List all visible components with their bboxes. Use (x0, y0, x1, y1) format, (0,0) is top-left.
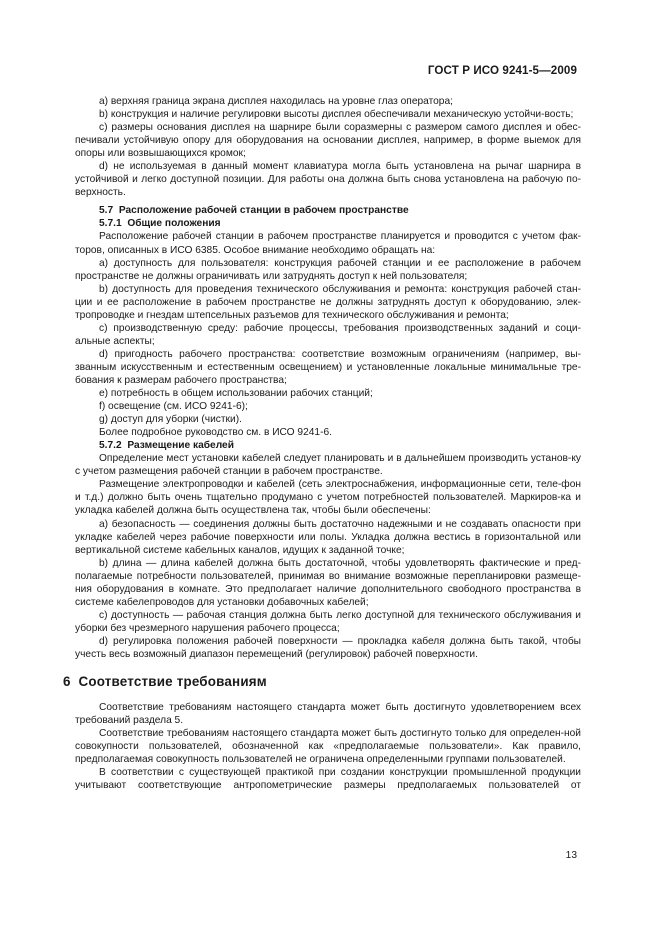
list-item: f) освещение (см. ИСО 9241-6); (99, 401, 248, 413)
paragraph: Более подробное руководство см. в ИСО 9241-6. (99, 427, 332, 439)
list-item: a) безопасность — соединения должны быть достаточно надежными и не создавать опасности при укладке кабелей через рабочие поверхности или полы. Укладка должна вестись в горизонтальной или вертикальной системе кабельных каналов, идущих к заданной точке; (75, 518, 581, 556)
page-body (63, 95, 581, 792)
list-item: b) длина — длина кабелей должна быть достаточной, чтобы удовлетворять фактические и пред-полагаемые потребности пользователей, принимая во внимание возможные перепланировки размеще-ния оборудования в комнате. Это предполагает наличие дополнительного свободного пространства в системе кабелепроводов для установки добавочных кабелей; (75, 557, 581, 608)
section-5-7-1-heading: 5.7.1 Общие положения (99, 218, 221, 230)
list-item: d) регулировка положения рабочей поверхности — прокладка кабеля должна быть такой, чтобы учесть весь возможный диапазон перемещений (регулировок) рабочей поверхности. (75, 635, 581, 660)
list-item: c) доступность — рабочая станция должна быть легко доступной для технического обслуживания и уборки без чрезмерного нарушения рабочего процесса; (75, 609, 581, 634)
paragraph: Соответствие требованиям настоящего стандарта может быть достигнуто только для определен-ной совокупности пользователей, обозначенной как «предполагаемые пользователи». Как правило, предполагаемая совокупность пользователей не ограничена определенными группами пользователей. (75, 728, 581, 766)
list-5-7-2 (75, 518, 581, 662)
list-item: c) производственную среду: рабочие процессы, требования производственных заданий и соци-альные аспекты; (75, 322, 581, 347)
section-5-7-2-heading: 5.7.2 Размещение кабелей (99, 440, 234, 452)
paragraph: Расположение рабочей станции в рабочем пространстве планируется и проводится с учетом фак-торов, описанных в ИСО 6385. Особое внимание необходимо обращать на: (75, 231, 581, 256)
list-top (75, 95, 581, 199)
paragraph: Определение мест установки кабелей следует планировать и в дальнейшем производить установ-ку с учетом размещения рабочей станции в рабочем пространстве. (75, 453, 581, 478)
list-item: c) размеры основания дисплея на шарнире были соразмерны с размером самого дисплея и обес-печивали устойчивую опору для оборудования на основании дисплея, например, в форме выемок для опоры или возвышающихся кромок; (75, 122, 581, 160)
list-item: b) конструкция и наличие регулировки высоты дисплея обеспечивали механическую устойчи-вость; (99, 109, 574, 121)
list-5-7-1 (75, 257, 581, 427)
page-number: 13 (565, 850, 577, 861)
list-item: a) доступность для пользователя: конструкция рабочей станции и ее расположение в рабочем пространстве не должны ограничивать или затруднять доступ к ней пользователя; (75, 257, 581, 282)
paragraph: В соответствии с существующей практикой при создании конструкции промышленной продукции учитывают соответствующие антропометрические размеры предполагаемых пользователей от (75, 767, 581, 792)
paragraph: Размещение электропроводки и кабелей (сеть электроснабжения, информационные сети, теле-фон и т.д.) должно быть очень тщательно продумано с учетом потребностей пользователей. Маркиров-ка и укладка кабелей должна быть осуществлена так, чтобы были обеспечены: (75, 479, 581, 517)
section-5-7-heading: 5.7 Расположение рабочей станции в рабочем пространстве (99, 205, 409, 217)
paragraph: Соответствие требованиям настоящего стандарта может быть достигнуто удовлетворением всех требований раздела 5. (75, 702, 581, 727)
standard-header: ГОСТ Р ИСО 9241-5—2009 (427, 64, 577, 77)
list-item: d) не используемая в данный момент клавиатура могла быть установлена на рычаг шарнира в устойчивой и легко доступной позиции. Для работы она должна быть снова установлена на рабочую по-верхность. (75, 161, 581, 199)
list-item: d) пригодность рабочего пространства: соответствие возможным ограничениям (например, вы-званным искусственным и естественным освещением) и установленные локальные минимальные тре-бования к размерам рабочего пространства; (75, 348, 581, 386)
section-6-heading: 6 Соответствие требованиям (63, 674, 267, 690)
list-item: e) потребность в общем использовании рабочих станций; (99, 388, 373, 400)
list-item: b) доступность для проведения технического обслуживания и ремонта: конструкция рабочей стан-ции и ее расположение в рабочем пространстве не должны затруднять доступ к оборудованию, элек-тропроводке и гнездам штепсельных разъемов для технического обслуживания и ремонта; (75, 283, 581, 321)
list-item: a) верхняя граница экрана дисплея находилась на уровне глаз оператора; (99, 96, 453, 107)
list-item: g) доступ для уборки (чистки). (99, 414, 242, 426)
